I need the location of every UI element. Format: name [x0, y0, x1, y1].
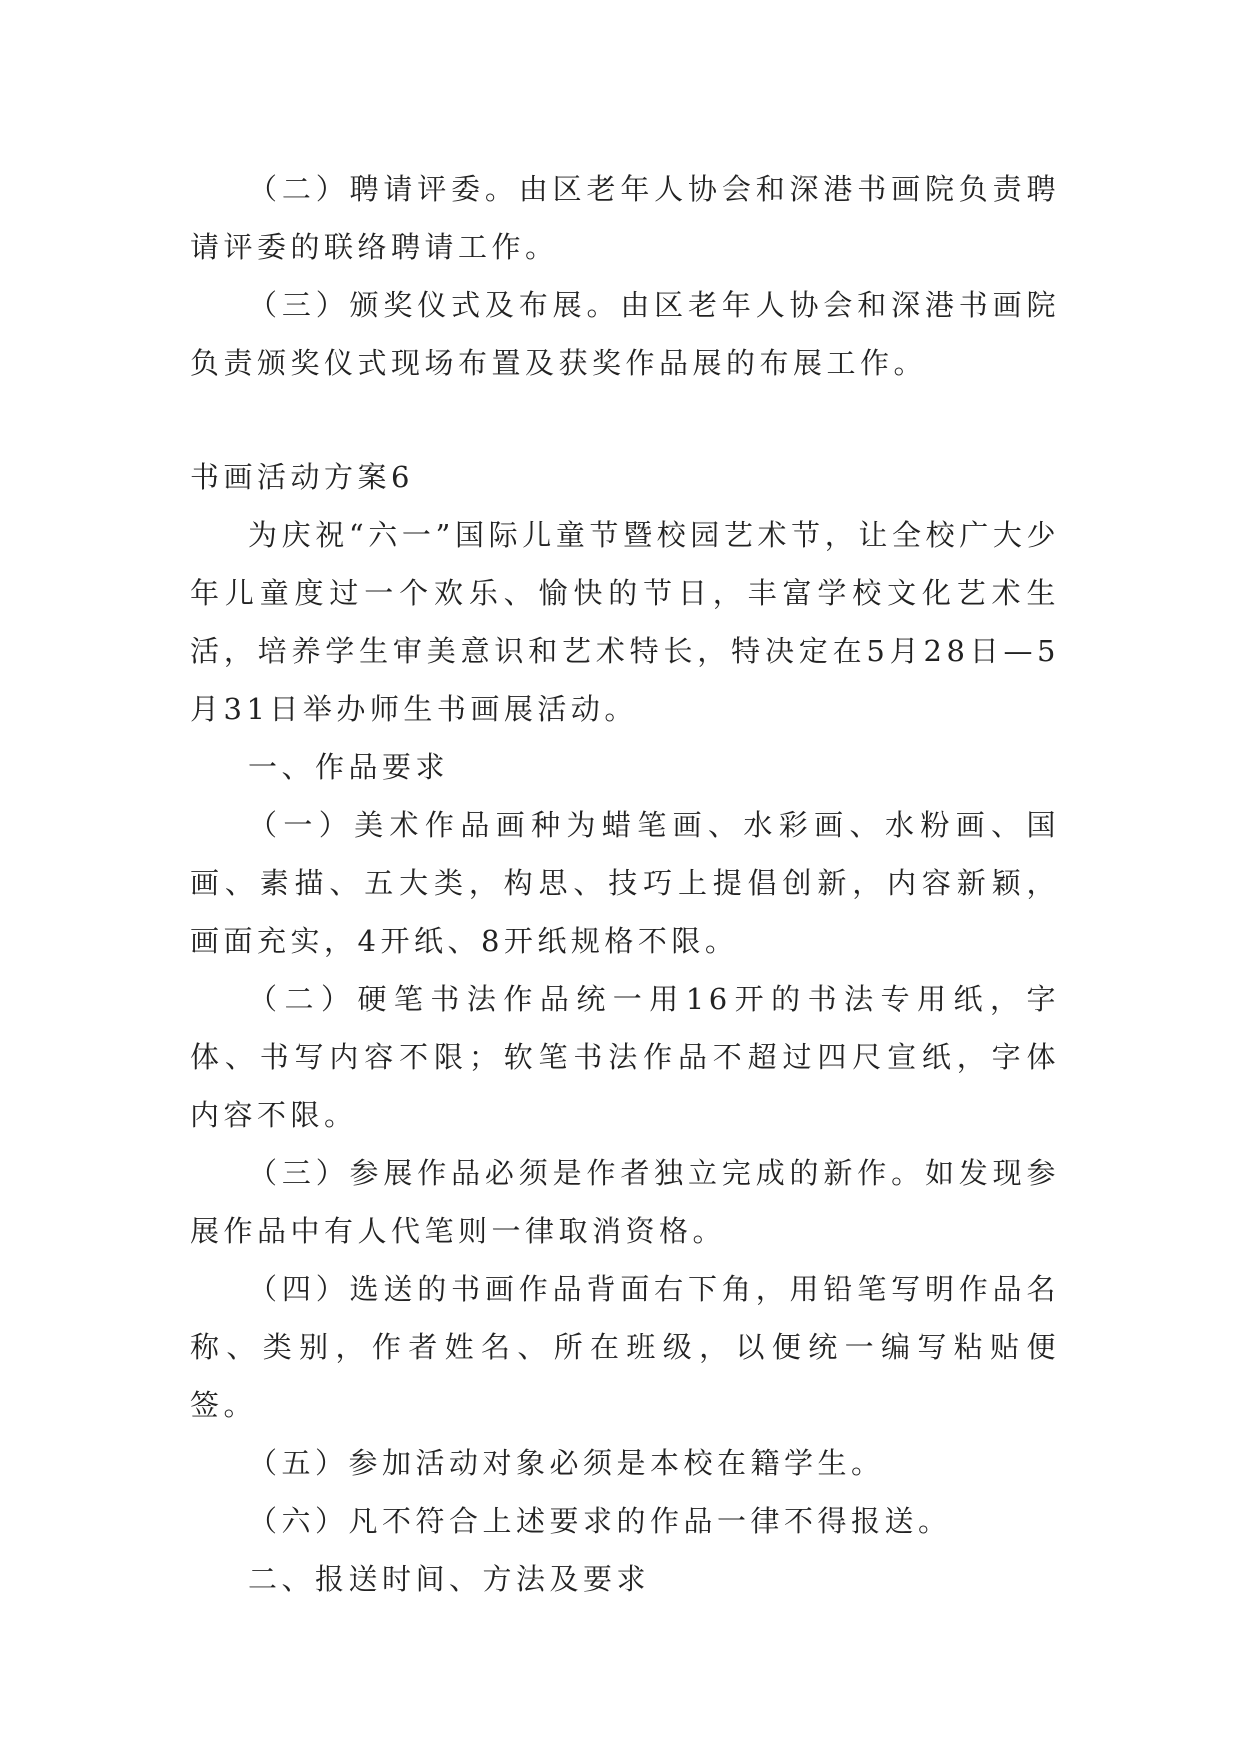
paragraph-award-ceremony: （三）颁奖仪式及布展。由区老年人协会和深港书画院负责颁奖仪式现场布置及获奖作品展的布展工作。: [190, 288, 1060, 380]
section-title: 书画活动方案6: [190, 460, 414, 494]
paragraph-intro: 为庆祝“六一”国际儿童节暨校园艺术节，让全校广大少年儿童度过一个欢乐、愉快的节日，丰富学校文化艺术生活，培养学生审美意识和艺术特长，特决定在5月28日—5月31日举办师生书画展活动。: [190, 518, 1060, 726]
list-item: （五）参加活动对象必须是本校在籍学生。: [248, 1446, 885, 1480]
list-item: （三）参展作品必须是作者独立完成的新作。如发现参展作品中有人代笔则一律取消资格。: [190, 1156, 1060, 1248]
heading-requirements: 一、作品要求: [248, 750, 450, 784]
list-item: （二）硬笔书法作品统一用16开的书法专用纸，字体、书写内容不限；软笔书法作品不超过四尺宣纸，字体内容不限。: [190, 982, 1060, 1132]
list-item: （四）选送的书画作品背面右下角，用铅笔写明作品名称、类别，作者姓名、所在班级，以便统一编写粘贴便签。: [190, 1272, 1060, 1422]
paragraph-judges: （二）聘请评委。由区老年人协会和深港书画院负责聘请评委的联络聘请工作。: [190, 172, 1060, 264]
heading-submission: 二、报送时间、方法及要求: [248, 1562, 651, 1596]
list-item: （一）美术作品画种为蜡笔画、水彩画、水粉画、国画、素描、五大类，构思、技巧上提倡创新，内容新颖，画面充实，4开纸、8开纸规格不限。: [190, 808, 1060, 958]
list-item: （六）凡不符合上述要求的作品一律不得报送。: [248, 1504, 952, 1538]
document-page: [190, 160, 1060, 1608]
